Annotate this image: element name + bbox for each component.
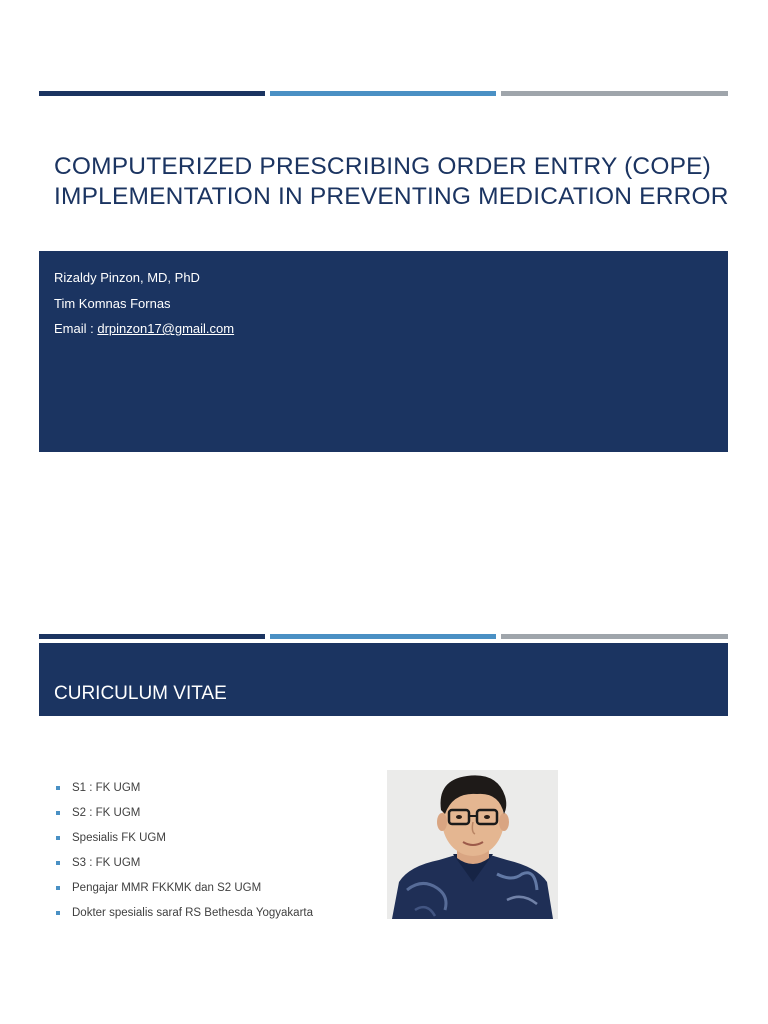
cv-item-text: S2 : FK UGM — [72, 807, 141, 819]
stripe-gray — [501, 634, 728, 639]
email-line — [54, 316, 234, 342]
slide1-top-stripe — [39, 91, 728, 96]
cv-item-text: Spesialis FK UGM — [72, 832, 166, 844]
cv-item — [56, 852, 313, 877]
slide2-top-stripe — [39, 634, 728, 639]
stripe-gray — [501, 91, 728, 96]
cv-item — [56, 802, 313, 827]
stripe-blue — [270, 91, 496, 96]
portrait-photo — [387, 770, 558, 919]
author-name: Rizaldy Pinzon, MD, PhD — [54, 270, 200, 285]
portrait-photo-icon — [387, 770, 558, 919]
cv-item — [56, 777, 313, 802]
bullet-icon — [56, 786, 60, 790]
bullet-icon — [56, 811, 60, 815]
stripe-navy — [39, 91, 265, 96]
title-line-2: IMPLEMENTATION IN PREVENTING MEDICATION ERROR — [54, 183, 729, 210]
cv-item-text: Dokter spesialis saraf RS Bethesda Yogyakarta — [72, 907, 313, 919]
cv-item — [56, 827, 313, 852]
cv-item — [56, 877, 313, 902]
cv-title: CURICULUM VITAE — [54, 683, 227, 704]
cv-item — [56, 902, 313, 927]
stripe-navy — [39, 634, 265, 639]
cv-item-text: S3 : FK UGM — [72, 857, 141, 869]
cv-list — [56, 777, 313, 927]
stripe-blue — [270, 634, 496, 639]
email-label: Email : — [54, 321, 98, 336]
cv-item-text: S1 : FK UGM — [72, 782, 141, 794]
bullet-icon — [56, 861, 60, 865]
author-info — [54, 265, 234, 342]
cv-header-bar — [39, 643, 728, 716]
bullet-icon — [56, 911, 60, 915]
slide1-title — [54, 152, 734, 212]
author-affiliation: Tim Komnas Fornas — [54, 295, 171, 311]
title-line-1: COMPUTERIZED PRESCRIBING ORDER ENTRY (COPE) — [54, 153, 712, 180]
author-info-box — [39, 251, 728, 452]
cv-item-text: Pengajar MMR FKKMK dan S2 UGM — [72, 882, 262, 894]
bullet-icon — [56, 836, 60, 840]
email-link[interactable]: drpinzon17@gmail.com — [97, 321, 235, 336]
bullet-icon — [56, 886, 60, 890]
